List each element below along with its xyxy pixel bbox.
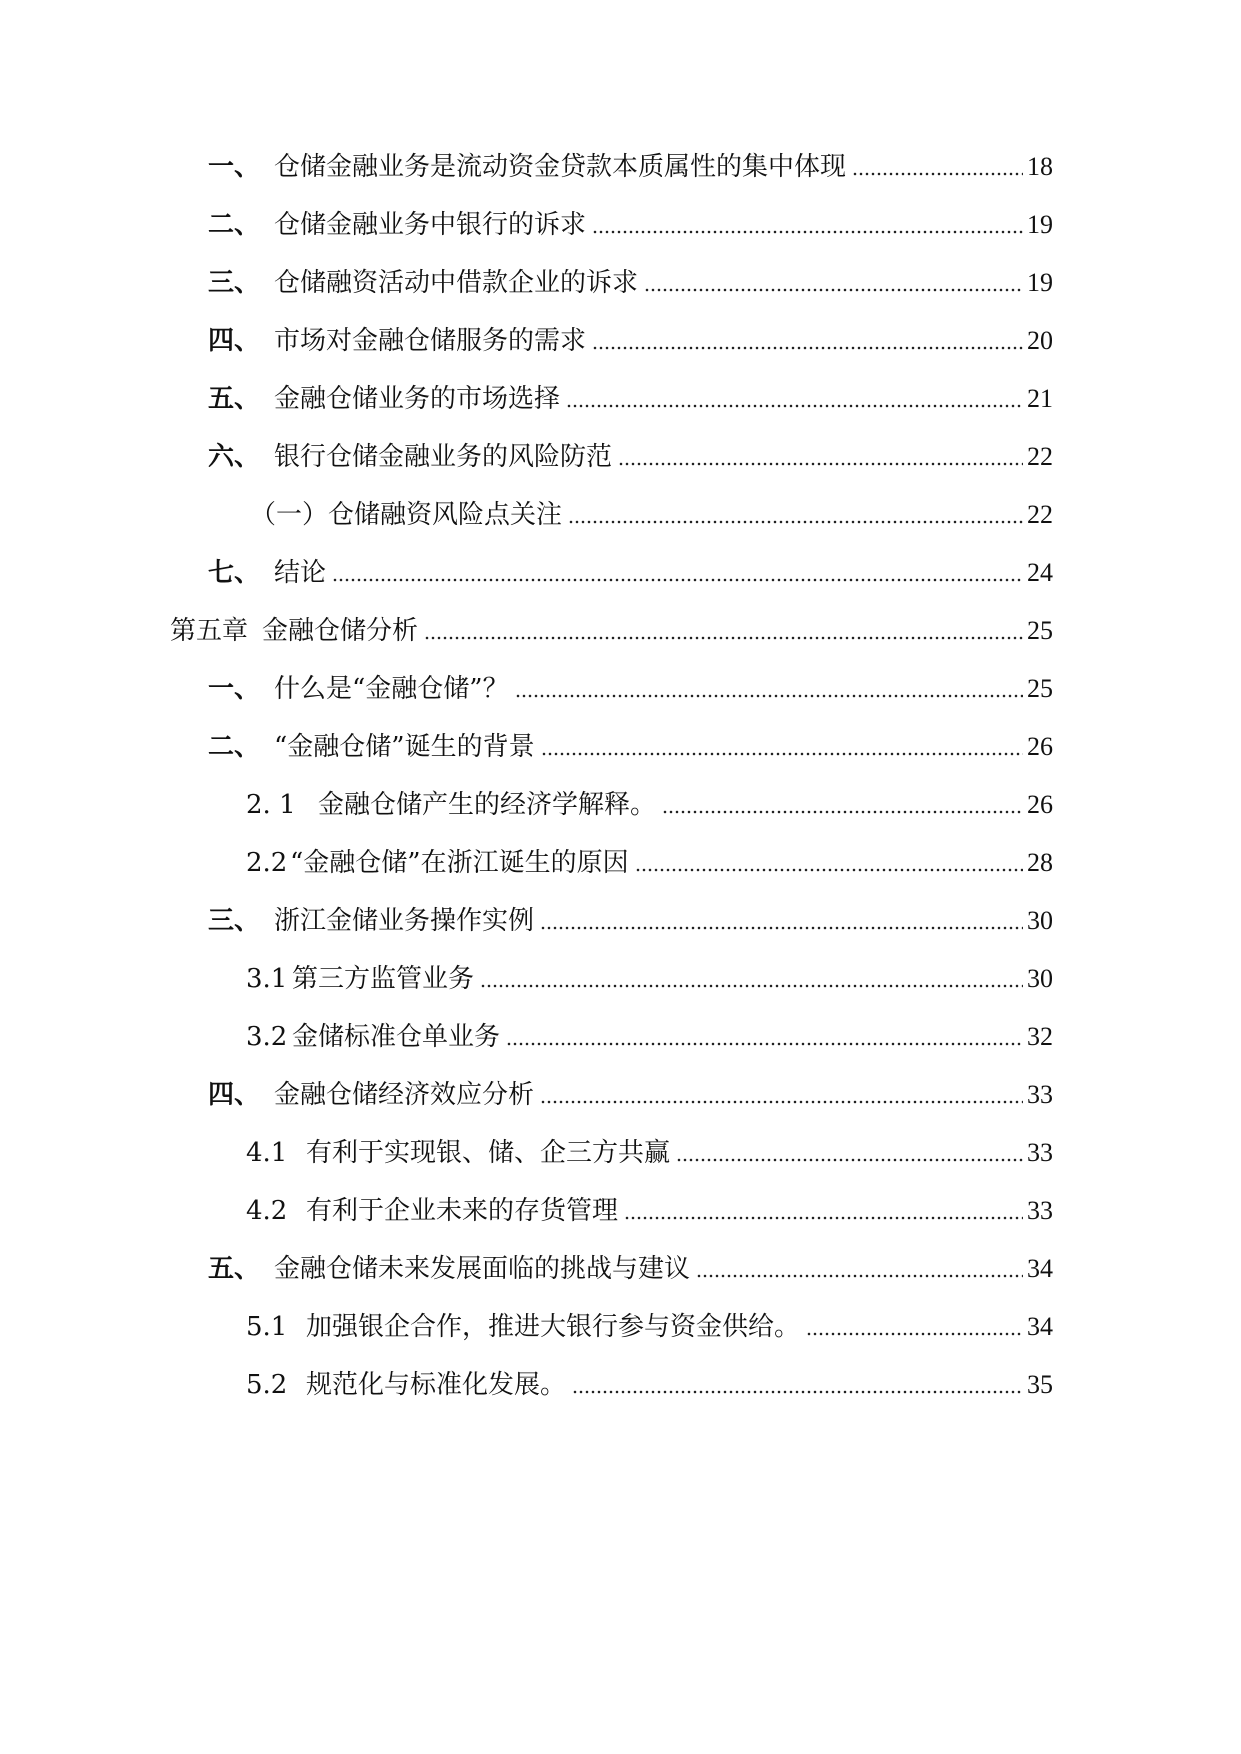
toc-entry-page: 35 <box>1027 1370 1053 1399</box>
toc-entry[interactable] <box>208 724 1053 764</box>
toc-entry-number: （一） <box>250 500 329 530</box>
toc-entry-number: 5.1 <box>246 1312 288 1342</box>
toc-entry-number: 二、 <box>208 210 261 240</box>
dot-leader <box>592 230 1023 234</box>
dot-leader <box>566 404 1023 408</box>
dot-leader <box>644 288 1023 292</box>
toc-entry-number: 4.2 <box>246 1196 288 1226</box>
toc-entry-number: 2. 1 <box>246 790 296 820</box>
toc-entry[interactable] <box>208 260 1053 300</box>
toc-subentry[interactable] <box>246 1188 1053 1228</box>
toc-subentry[interactable] <box>246 782 1053 822</box>
toc-entry-page: 30 <box>1027 964 1053 993</box>
toc-entry-title: 金融仓储分析 <box>262 616 419 646</box>
toc-entry-title: 金融仓储业务的市场选择 <box>274 384 561 414</box>
toc-entry[interactable] <box>208 666 1053 706</box>
toc-subentry[interactable] <box>246 1362 1053 1402</box>
toc-entry-title: 仓储金融业务是流动资金贷款本质属性的集中体现 <box>274 152 847 182</box>
toc-entry-page: 22 <box>1027 500 1053 529</box>
toc-entry[interactable] <box>208 376 1053 416</box>
toc-entry-number: 一、 <box>208 674 261 704</box>
toc-entry-page: 34 <box>1027 1312 1053 1341</box>
toc-entry-page: 33 <box>1027 1138 1053 1167</box>
toc-entry-number: 七、 <box>208 558 261 588</box>
dot-leader <box>515 694 1023 698</box>
toc-entry[interactable] <box>208 318 1053 358</box>
toc-entry-number: 2.2 <box>246 848 288 878</box>
toc-entry-title: 金融仓储经济效应分析 <box>274 1080 535 1110</box>
toc-entry-number: 5.2 <box>246 1370 288 1400</box>
dot-leader <box>624 1216 1023 1220</box>
dot-leader <box>572 1390 1023 1394</box>
toc-entry-page: 25 <box>1027 616 1053 645</box>
toc-entry-page: 22 <box>1027 442 1053 471</box>
toc-entry-page: 19 <box>1027 210 1053 239</box>
toc-entry-title: 有利于企业未来的存货管理 <box>306 1196 619 1226</box>
toc-entry-number: 五、 <box>208 384 261 414</box>
toc-entry-page: 20 <box>1027 326 1053 355</box>
toc-entry-number: 3.2 <box>246 1022 288 1052</box>
toc-entry-page: 18 <box>1027 152 1053 181</box>
toc-subentry[interactable] <box>246 1014 1053 1054</box>
dot-leader <box>540 926 1023 930</box>
toc-entry-number: 四、 <box>208 326 261 356</box>
toc-subentry[interactable] <box>246 1304 1053 1344</box>
toc-chapter-entry[interactable] <box>170 608 1053 648</box>
dot-leader <box>424 636 1023 640</box>
toc-entry[interactable] <box>250 492 1053 532</box>
dot-leader <box>696 1274 1023 1278</box>
toc-entry-number: 4.1 <box>246 1138 288 1168</box>
toc-entry-title: 仓储融资活动中借款企业的诉求 <box>274 268 639 298</box>
toc-entry-page: 30 <box>1027 906 1053 935</box>
dot-leader <box>541 752 1023 756</box>
dot-leader <box>506 1042 1023 1046</box>
dot-leader <box>852 172 1023 176</box>
toc-entry-page: 24 <box>1027 558 1053 587</box>
toc-entry-page: 19 <box>1027 268 1053 297</box>
dot-leader <box>592 346 1023 350</box>
dot-leader <box>540 1100 1023 1104</box>
toc-entry-title: 金融仓储产生的经济学解释。 <box>318 790 657 820</box>
toc-entry-title: 银行仓储金融业务的风险防范 <box>274 442 613 472</box>
toc-entry-page: 33 <box>1027 1080 1053 1109</box>
toc-subentry[interactable] <box>246 1130 1053 1170</box>
toc-entry-title: 什么是“金融仓储”？ <box>274 674 509 704</box>
toc-entry-title: 加强银企合作，推进大银行参与资金供给。 <box>306 1312 801 1342</box>
toc-subentry[interactable] <box>246 840 1053 880</box>
dot-leader <box>568 520 1023 524</box>
toc-entry-page: 34 <box>1027 1254 1053 1283</box>
dot-leader <box>806 1332 1023 1336</box>
toc-entry-number: 三、 <box>208 906 261 936</box>
toc-entry-title: 有利于实现银、储、企三方共赢 <box>306 1138 671 1168</box>
toc-entry-title: 第三方监管业务 <box>292 964 475 994</box>
toc-entry-title: 金储标准仓单业务 <box>292 1022 501 1052</box>
dot-leader <box>635 868 1023 872</box>
toc-entry-title: 仓储金融业务中银行的诉求 <box>274 210 587 240</box>
toc-subentry[interactable] <box>246 956 1053 996</box>
toc-entry-title: “金融仓储”诞生的背景 <box>274 732 535 762</box>
toc-entry-title: 市场对金融仓储服务的需求 <box>274 326 587 356</box>
toc-entry-page: 32 <box>1027 1022 1053 1051</box>
toc-entry[interactable] <box>208 898 1053 938</box>
toc-entry-page: 26 <box>1027 790 1053 819</box>
toc-entry-number: 二、 <box>208 732 261 762</box>
toc-entry[interactable] <box>208 434 1053 474</box>
toc-entry[interactable] <box>208 1246 1053 1286</box>
toc-entry-number: 3.1 <box>246 964 288 994</box>
toc-entry-number: 四、 <box>208 1080 261 1110</box>
toc-entry-title: “金融仓储”在浙江诞生的原因 <box>290 848 629 878</box>
toc-entry-number: 六、 <box>208 442 261 472</box>
toc-entry-title: 规范化与标准化发展。 <box>306 1370 567 1400</box>
toc-entry-number: 一、 <box>208 152 261 182</box>
toc-entry-page: 28 <box>1027 848 1053 877</box>
toc-entry-title: 浙江金储业务操作实例 <box>274 906 535 936</box>
toc-entry-number: 三、 <box>208 268 261 298</box>
toc-entry-page: 21 <box>1027 384 1053 413</box>
toc-entry-page: 25 <box>1027 674 1053 703</box>
toc-entry[interactable] <box>208 144 1053 184</box>
toc-entry-title: 金融仓储未来发展面临的挑战与建议 <box>274 1254 691 1284</box>
toc-chapter-number: 第五章 <box>170 616 249 646</box>
dot-leader <box>662 810 1023 814</box>
toc-entry-title: 结论 <box>274 558 327 588</box>
dot-leader <box>676 1158 1023 1162</box>
toc-entry[interactable] <box>208 550 1053 590</box>
dot-leader <box>480 984 1023 988</box>
toc-entry-page: 26 <box>1027 732 1053 761</box>
toc-entry-page: 33 <box>1027 1196 1053 1225</box>
toc-entry-title: 仓储融资风险点关注 <box>328 500 563 530</box>
toc-entry-number: 五、 <box>208 1254 261 1284</box>
dot-leader <box>332 578 1023 582</box>
toc-entry[interactable] <box>208 202 1053 242</box>
toc-entry[interactable] <box>208 1072 1053 1112</box>
dot-leader <box>618 462 1023 466</box>
